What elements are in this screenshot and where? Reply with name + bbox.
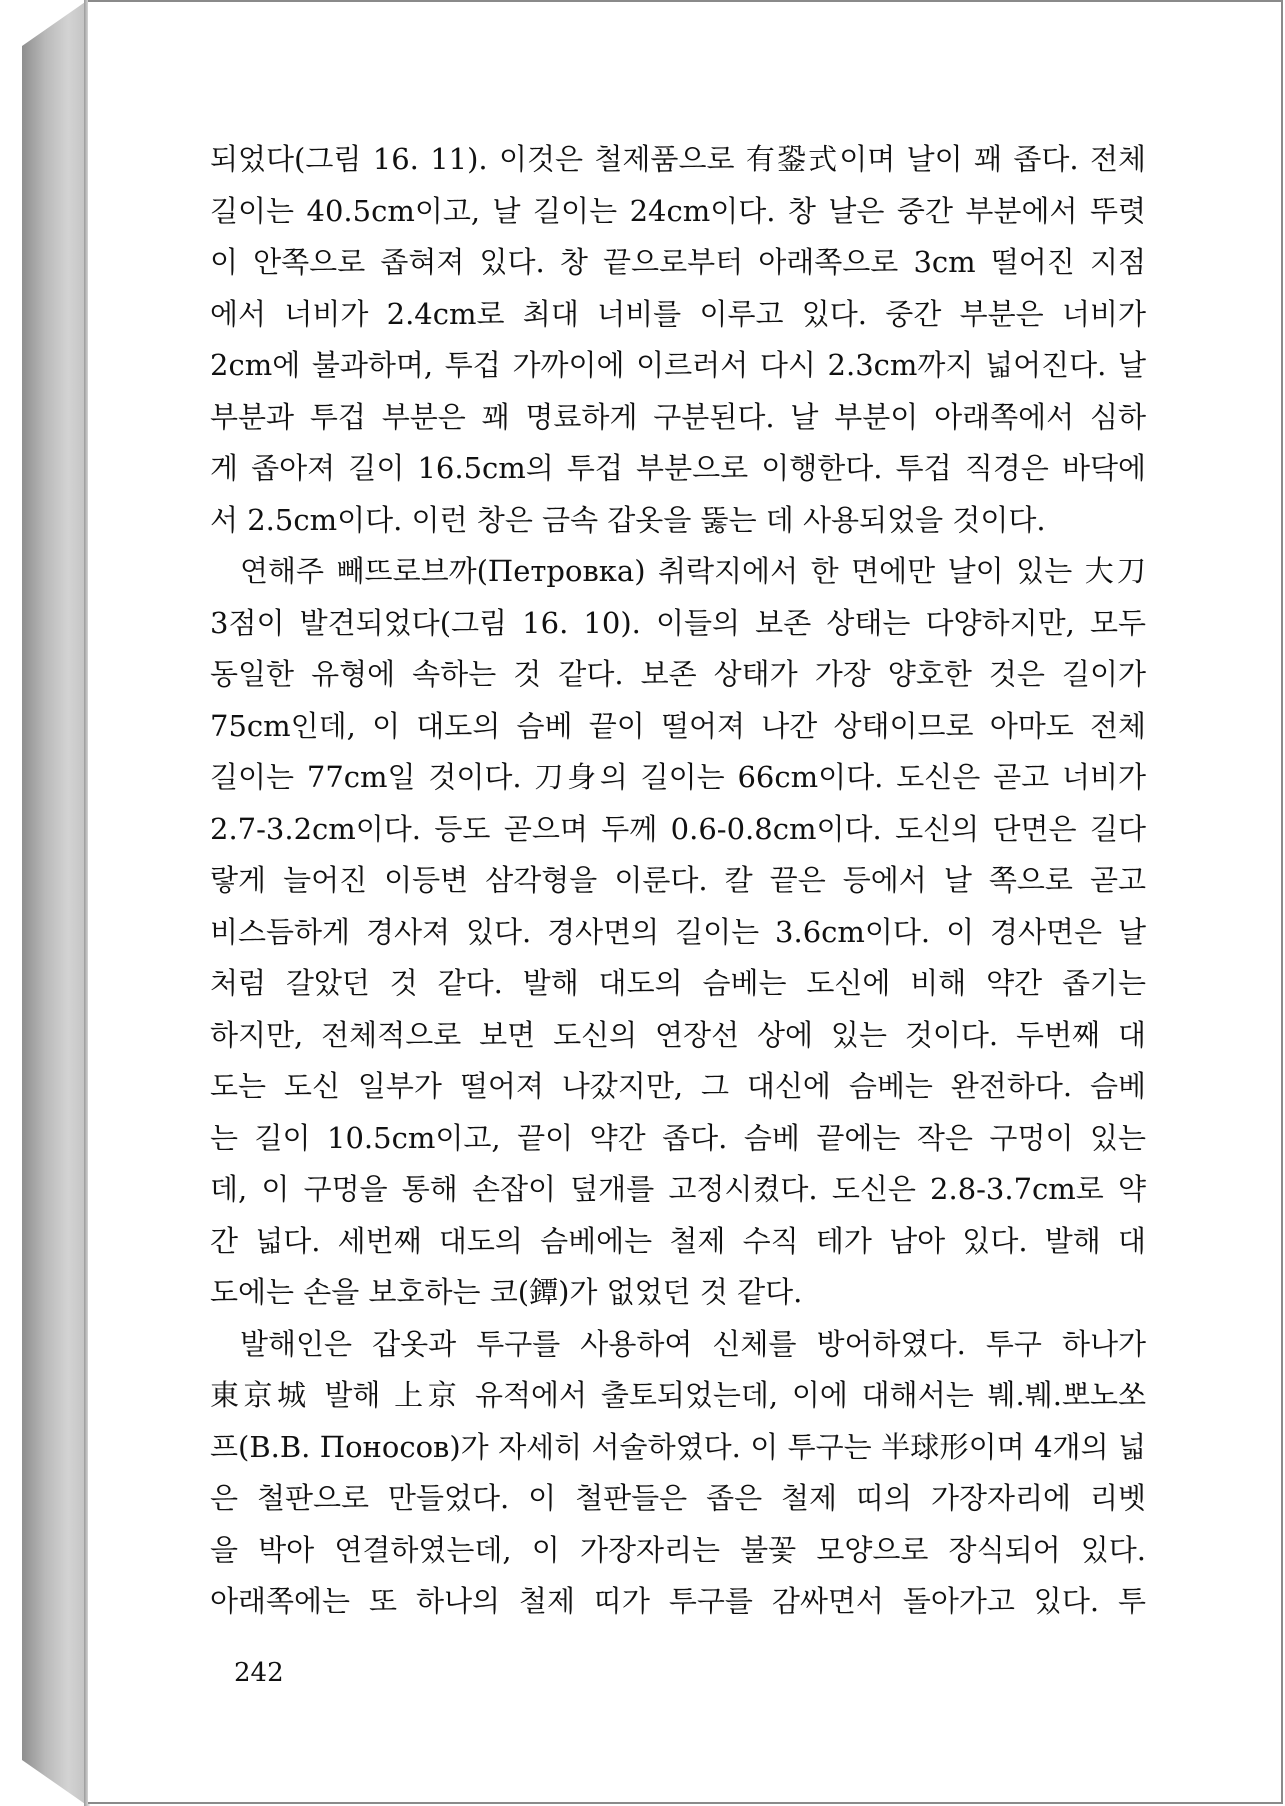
text-line: 이 안쪽으로 좁혀져 있다. 창 끝으로부터 아래쪽으로 3cm 떨어진 지점 — [210, 245, 1146, 279]
text-line: 하지만, 전체적으로 보면 도신의 연장선 상에 있는 것이다. 두번째 대 — [210, 1017, 1146, 1052]
book-spine — [22, 0, 88, 1806]
text-line: 도에는 손을 보호하는 코(鐔)가 없었던 것 같다. — [210, 1275, 803, 1309]
text-line: 프(В.В. Поносов)가 자세히 서술하였다. 이 투구는 半球形이며 4개의 넓 — [210, 1429, 1146, 1464]
text-line: 은 철판으로 만들었다. 이 철판들은 좁은 철제 띠의 가장자리에 리벳 — [210, 1481, 1146, 1515]
body-text — [210, 134, 1146, 1628]
text-line: 75cm인데, 이 대도의 슴베 끝이 떨어져 나간 상태이므로 아마도 전체 — [210, 708, 1146, 743]
text-line: 을 박아 연결하였는데, 이 가장자리는 불꽃 모양으로 장식되어 있다. — [210, 1532, 1146, 1567]
text-line: 서 2.5cm이다. 이런 창은 금속 갑옷을 뚫는 데 사용되었을 것이다. — [210, 502, 1046, 537]
page-number: 242 — [234, 1658, 284, 1688]
text-line: 길이는 77cm일 것이다. 刀身의 길이는 66cm이다. 도신은 곧고 너비가 — [210, 760, 1146, 794]
text-line: 2cm에 불과하며, 투겁 가까이에 이르러서 다시 2.3cm까지 넓어진다. 날 — [210, 348, 1146, 382]
text-line: 게 좁아져 길이 16.5cm의 투겁 부분으로 이행한다. 투겁 직경은 바닥에 — [210, 451, 1146, 485]
text-line: 간 넓다. 세번째 대도의 슴베에는 철제 수직 테가 남아 있다. 발해 대 — [210, 1223, 1146, 1258]
text-line: 되었다(그림 16. 11). 이것은 철제품으로 有銎式이며 날이 꽤 좁다. 전체 — [210, 142, 1146, 176]
text-line: 동일한 유형에 속하는 것 같다. 보존 상태가 가장 양호한 것은 길이가 — [210, 657, 1146, 691]
text-line: 3점이 발견되었다(그림 16. 10). 이들의 보존 상태는 다양하지만, 모두 — [210, 605, 1146, 640]
text-line: 랗게 늘어진 이등변 삼각형을 이룬다. 칼 끝은 등에서 날 쪽으로 곧고 — [210, 863, 1146, 897]
text-line: 길이는 40.5cm이고, 날 길이는 24cm이다. 창 날은 중간 부분에서 뚜렷 — [210, 193, 1146, 228]
text-line: 처럼 갈았던 것 같다. 발해 대도의 슴베는 도신에 비해 약간 좁기는 — [210, 966, 1146, 1000]
text-line: 2.7-3.2cm이다. 등도 곧으며 두께 0.6-0.8cm이다. 도신의 단면은 길다 — [210, 811, 1146, 846]
text-line: 비스듬하게 경사져 있다. 경사면의 길이는 3.6cm이다. 이 경사면은 날 — [210, 914, 1146, 949]
text-line: 에서 너비가 2.4cm로 최대 너비를 이루고 있다. 중간 부분은 너비가 — [210, 296, 1146, 331]
text-line: 는 길이 10.5cm이고, 끝이 약간 좁다. 슴베 끝에는 작은 구멍이 있는 — [210, 1120, 1146, 1155]
text-line: 아래쪽에는 또 하나의 철제 띠가 투구를 감싸면서 돌아가고 있다. 투 — [210, 1584, 1146, 1618]
text-line: 도는 도신 일부가 떨어져 나갔지만, 그 대신에 슴베는 완전하다. 슴베 — [210, 1069, 1146, 1103]
text-line-paragraph-start: 연해주 빼뜨로브까(Петровка) 취락지에서 한 면에만 날이 있는 大刀 — [240, 554, 1146, 588]
text-line-paragraph-start: 발해인은 갑옷과 투구를 사용하여 신체를 방어하였다. 투구 하나가 — [240, 1326, 1146, 1361]
text-line: 부분과 투겁 부분은 꽤 명료하게 구분된다. 날 부분이 아래쪽에서 심하 — [210, 399, 1146, 434]
text-line: 東京城 발해 上京 유적에서 출토되었는데, 이에 대해서는 붸.붸.뽀노쏘 — [210, 1378, 1146, 1412]
text-line: 데, 이 구멍을 통해 손잡이 덮개를 고정시켰다. 도신은 2.8-3.7cm로 약 — [210, 1172, 1146, 1206]
